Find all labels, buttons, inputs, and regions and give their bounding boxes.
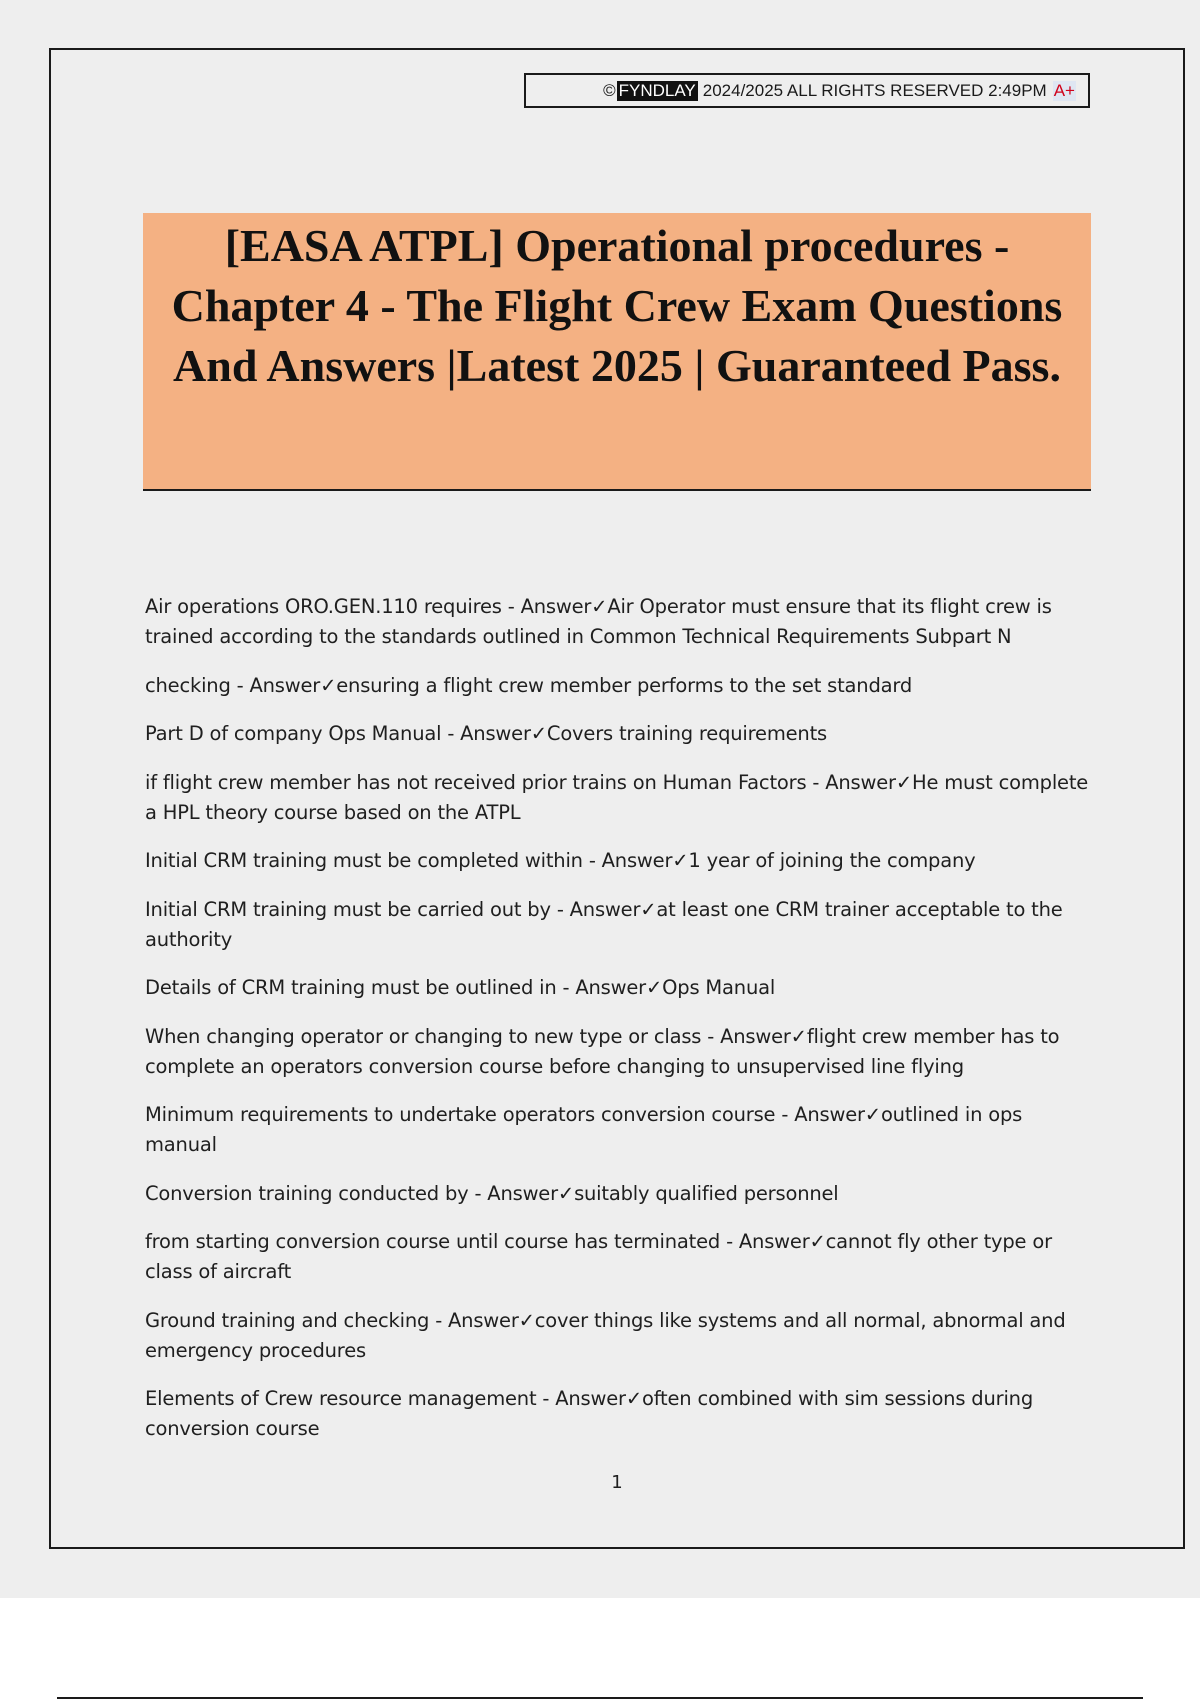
- copyright-symbol: ©: [603, 80, 616, 100]
- qa-item: Ground training and checking - Answer✓cover things like systems and all normal, abnormal and emergency procedures: [145, 1308, 1066, 1362]
- copyright-banner: [524, 73, 1090, 108]
- title-line-2: Chapter 4 - The Flight Crew Exam Questions: [171, 280, 1063, 331]
- qa-item: checking - Answer✓ensuring a flight crew member performs to the set standard: [145, 673, 913, 697]
- grade-badge: A+: [1053, 80, 1075, 100]
- qa-item: Part D of company Ops Manual - Answer✓Covers training requirements: [145, 722, 827, 745]
- qa-item: if flight crew member has not received prior trains on Human Factors - Answer✓He must complete a HPL theory course based on the ATPL: [145, 770, 1089, 824]
- qa-item: Minimum requirements to undertake operators conversion course - Answer✓outlined in ops manual: [145, 1103, 1023, 1156]
- title-line-3: And Answers |Latest 2025 | Guaranteed Pass.: [173, 340, 1061, 391]
- next-page-divider: [57, 1697, 1143, 1699]
- qa-item: Initial CRM training must be carried out by - Answer✓at least one CRM trainer acceptable to the authority: [145, 897, 1063, 951]
- document-title: [143, 213, 1091, 396]
- qa-item: When changing operator or changing to new type or class - Answer✓flight crew member has to complete an operators conversion course before changing to unsupervised line flying: [145, 1024, 1060, 1078]
- page-number: 1: [611, 1472, 623, 1493]
- qa-item: Details of CRM training must be outlined in - Answer✓Ops Manual: [145, 976, 776, 999]
- qa-item: Conversion training conducted by - Answer✓suitably qualified personnel: [145, 1181, 839, 1205]
- title-line-1: [EASA ATPL] Operational procedures -: [224, 220, 1010, 271]
- qa-item: Elements of Crew resource management - Answer✓often combined with sim sessions during conversion course: [145, 1387, 1034, 1440]
- qa-item: Air operations ORO.GEN.110 requires - Answer✓Air Operator must ensure that its flight crew is trained according to the standards outlined in Common Technical Requirements Subpart N: [145, 595, 1052, 648]
- author-name: FYNDLAY: [618, 80, 696, 100]
- qa-item: Initial CRM training must be completed within - Answer✓1 year of joining the company: [145, 849, 976, 872]
- qa-item: from starting conversion course until course has terminated - Answer✓cannot fly other type or class of aircraft: [145, 1230, 1052, 1283]
- title-banner: [143, 213, 1091, 491]
- question-answer-list: [145, 592, 1095, 1463]
- rights-text: 2024/2025 ALL RIGHTS RESERVED 2:49PM: [702, 80, 1047, 100]
